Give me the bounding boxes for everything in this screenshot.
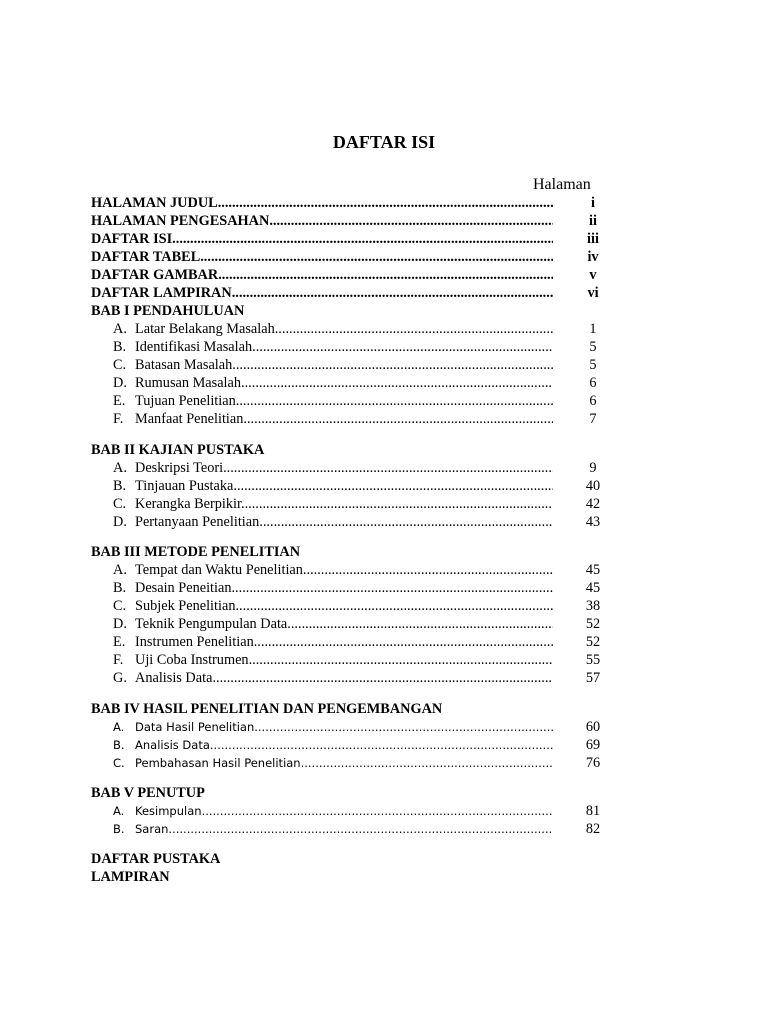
toc-entry-label: DAFTAR TABEL [91,249,201,265]
subentry-label: Tinjauan Pustaka [135,477,234,494]
toc-entry-page: iii [587,231,599,247]
subentry-page: 81 [585,802,601,819]
subentry-label: Pembahasan Hasil Penelitian [135,755,301,770]
subentry-page: 52 [585,616,601,632]
toc-subentry [91,669,611,687]
table-of-contents [91,194,611,886]
subentry-label: Deskripsi Teori [135,459,224,476]
toc-entry [91,266,611,284]
subentry-label: Desain Peneitian [135,580,232,596]
subentry-page: 55 [585,652,601,668]
toc-subentry [91,495,611,513]
toc-subentry [91,513,611,531]
subentry-page: 69 [585,736,601,753]
subentry-label: Identifikasi Masalah [135,339,253,355]
toc-subentry [91,633,611,651]
bibliography-heading: DAFTAR PUSTAKA [91,850,221,867]
chapter-heading: BAB V PENUTUP [91,784,205,801]
toc-entry [91,230,611,248]
chapter-heading: BAB I PENDAHULUAN [91,303,245,319]
subentry-letter: B. [113,580,127,596]
subentry-letter: D. [113,375,127,391]
subentry-letter: D. [113,616,127,632]
chapter-heading: BAB II KAJIAN PUSTAKA [91,441,265,458]
toc-entry-page: vi [587,285,599,301]
subentry-label: Kerangka Berpikir [135,495,241,512]
subentry-letter: C. [113,755,125,770]
toc-entry-page: v [589,267,597,283]
toc-subentry [91,392,611,410]
toc-subentry [91,651,611,669]
subentry-page: 76 [585,754,601,771]
subentry-letter: F. [113,652,124,668]
toc-subentry [91,561,611,579]
toc-subentry [91,718,611,736]
subentry-letter: B. [113,821,125,836]
toc-entry-label: HALAMAN PENGESAHAN [91,213,270,229]
subentry-page: 45 [585,562,601,578]
appendix-heading: LAMPIRAN [91,868,170,885]
front-matter-list [91,194,611,302]
subentry-page: 43 [585,513,601,530]
toc-entry-label: DAFTAR GAMBAR [91,267,219,283]
toc-entry [91,284,611,302]
toc-entry [91,248,611,266]
toc-subentry [91,356,611,374]
toc-subentry [91,820,611,838]
toc-entry-label: DAFTAR LAMPIRAN [91,285,232,301]
subentry-page: 45 [585,580,601,596]
subentry-page: 60 [585,718,601,735]
subentry-page: 6 [589,393,597,409]
subentry-label: Manfaat Penelitian [135,411,244,427]
subentry-page: 9 [589,459,597,476]
subentry-letter: A. [113,459,127,476]
toc-subentry [91,374,611,392]
subentry-letter: B. [113,339,127,355]
subentry-label: Batasan Masalah [135,357,233,373]
subentry-label: Analisis Data [135,737,210,752]
subentry-page: 40 [585,477,601,494]
subentry-label: Kesimpulan [135,803,202,818]
toc-entry [91,194,611,212]
subentry-letter: G. [113,670,127,686]
toc-subentry [91,754,611,772]
subentry-page: 5 [589,339,597,355]
subentry-page: 57 [585,670,601,686]
subentry-label: Instrumen Penelitian [135,634,254,650]
subentry-letter: C. [113,357,127,373]
subentry-page: 7 [589,411,597,427]
subentry-label: Saran [135,821,169,836]
toc-entry-label: DAFTAR ISI [91,231,173,247]
subentry-letter: F. [113,411,124,427]
subentry-label: Analisis Data [135,670,213,686]
toc-subentry [91,802,611,820]
subentry-letter: C. [113,495,127,512]
subentry-label: Rumusan Masalah [135,375,242,391]
subentry-label: Pertanyaan Penelitian [135,513,260,530]
toc-subentry [91,615,611,633]
subentry-letter: A. [113,803,125,818]
toc-entry-page: ii [589,213,597,229]
toc-entry [91,212,611,230]
subentry-page: 42 [585,495,601,512]
page-column-header: Halaman [533,176,591,193]
toc-subentry [91,320,611,338]
subentry-label: Latar Belakang Masalah [135,321,275,337]
subentry-label: Tujuan Penelitian [135,393,236,409]
subentry-letter: C. [113,598,127,614]
toc-subentry [91,477,611,495]
chapter-heading: BAB IV HASIL PENELITIAN DAN PENGEMBANGAN [91,700,443,717]
subentry-page: 1 [589,321,597,337]
subentry-label: Teknik Pengumpulan Data [135,616,288,632]
subentry-page: 82 [585,820,601,837]
subentry-label: Tempat dan Waktu Penelitian [135,562,303,578]
toc-subentry [91,736,611,754]
toc-subentry [91,410,611,428]
toc-entry-page: i [591,195,595,211]
subentry-page: 6 [589,375,597,391]
subentry-letter: A. [113,719,125,734]
subentry-letter: A. [113,562,127,578]
toc-entry-label: HALAMAN JUDUL [91,195,218,211]
toc-subentry [91,459,611,477]
subentry-page: 5 [589,357,597,373]
document-title: DAFTAR ISI [332,132,436,152]
chapter-heading: BAB III METODE PENELITIAN [91,544,301,560]
subentry-letter: E. [113,393,126,409]
subentry-letter: B. [113,737,125,752]
subentry-page: 38 [585,598,601,614]
subentry-letter: D. [113,513,127,530]
toc-subentry [91,338,611,356]
subentry-letter: E. [113,634,126,650]
subentry-letter: B. [113,477,127,494]
toc-subentry [91,579,611,597]
toc-subentry [91,597,611,615]
toc-entry-page: iv [587,249,599,265]
subentry-label: Uji Coba Instrumen [135,652,249,668]
subentry-page: 52 [585,634,601,650]
subentry-label: Data Hasil Penelitian [135,719,255,734]
subentry-label: Subjek Penelitian [135,598,236,614]
subentry-letter: A. [113,321,127,337]
